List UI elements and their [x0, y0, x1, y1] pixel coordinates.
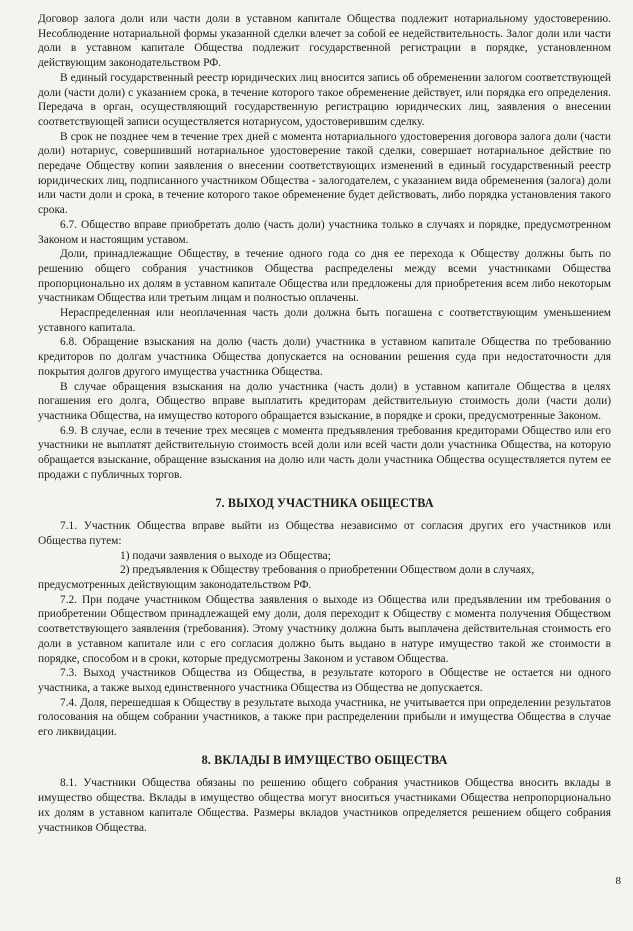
paragraph-7-1: 7.1. Участник Общества вправе выйти из Общества независимо от согласия других его участников или Общества путем:	[38, 520, 611, 547]
paragraph-unallocated-share: Нераспределенная или неоплаченная часть доли должна быть погашена с соответствующим уменьшением уставного капитала.	[38, 307, 611, 334]
paragraph-foreclosure: В случае обращения взыскания на долю участника (часть доли) в уставном капитале Общества в целях погашения его долга, Общество вправе выплатить кредиторам действительную стоимость доли (части доли) участника Общества, на имущество которого обращается взыскание, в порядке и сроки, предусмотренные Законом.	[38, 380, 611, 422]
paragraph-6-9: 6.9. В случае, если в течение трех месяцев с момента предъявления требования кредиторами Общество или его участники не выплатят действительную стоимость всей доли или всей части доли участника Общества, на которую обращается взыскание, обращение взыскания на долю или часть доли участника Общества осуществляется путем ее продажи с публичных торгов.	[38, 424, 611, 481]
list-item-2-continuation: предусмотренных действующим законодательством РФ.	[38, 579, 312, 592]
document-body	[38, 12, 611, 835]
paragraph-registry-record: В единый государственный реестр юридических лиц вносится запись об обременении залогом соответствующей доли (части доли) с указанием срока, в течение которого такое обременение действует, или порядка его определения. Передача в орган, осуществляющий государственную регистрацию юридических лиц, заявления о внесении соответствующей записи осуществляется нотариусом, удостоверившим сделку.	[38, 71, 611, 128]
paragraph-7-4: 7.4. Доля, перешедшая к Обществу в результате выхода участника, не учитывается при определении результатов голосования на общем собрании участников, а также при распределении прибыли и имущества Общества в случае его ликвидации.	[38, 696, 611, 739]
paragraph-shares-distribution: Доли, принадлежащие Обществу, в течение одного года со дня ее перехода к Обществу должны быть по решению общего собрания участников Общества распределены между всеми участниками Общества пропорционально их долям в уставном капитале Общества или предложены для приобретения всем либо некоторым участникам Общества или третьим лицам и полностью оплачены.	[38, 248, 611, 305]
paragraph-pledge-notarization: Договор залога доли или части доли в уставном капитале Общества подлежит нотариальному удостоверению. Несоблюдение нотариальной формы указанной сделки влечет за собой ее недействительность. Залог доли или части доли в уставном капитале Общества подлежит государственной регистрации в порядке, установленном действующим законодательством РФ.	[38, 13, 611, 70]
paragraph-8-1: 8.1. Участники Общества обязаны по решению общего собрания участников Общества вносить вклады в имущество общества. Вклады в имущество общества могут вноситься участниками Общества непропорционально их долям в уставном капитале Общества. Размеры вкладов участников определяется решением общего собрания участников Общества.	[38, 777, 611, 834]
paragraph-6-7: 6.7. Общество вправе приобретать долю (часть доли) участника только в случаях и порядке, предусмотренном Законом и настоящим уставом.	[38, 218, 611, 246]
paragraph-7-3: 7.3. Выход участников Общества из Общества, в результате которого в Обществе не остается ни одного участника, а также выход единственного участника Общества из Общества не допускается.	[38, 667, 611, 694]
list-item-1: 1) подачи заявления о выходе из Общества;	[120, 549, 331, 562]
page-number: 8	[615, 875, 621, 887]
paragraph-6-8: 6.8. Обращение взыскания на долю (часть доли) участника в уставном капитале Общества по требованию кредиторов по долгам участника Общества допускается на основании решения суда при недостаточности для покрытия долгов другого имущества участника Общества.	[38, 336, 611, 378]
section-8-heading: 8. ВКЛАДЫ В ИМУЩЕСТВО ОБЩЕСТВА	[201, 752, 448, 767]
list-item-2: 2) предъявления к Обществу требования о приобретении Обществом доли в случаях,	[120, 564, 535, 577]
section-7-heading: 7. ВЫХОД УЧАСТНИКА ОБЩЕСТВА	[215, 495, 434, 510]
paragraph-notary-deadline: В срок не позднее чем в течение трех дней с момента нотариального удостоверения договора залога доли (части доли) нотариус, совершивший нотариальное удостоверение такой сделки, совершает нотариальное действие по передаче Обществу копии заявления о внесении соответствующих изменений в единый государственный реестр юридических лиц, подписанного участником Общества - залогодателем, с указанием вида обременения (залога) доли или части доли и срока, в течение которого такое обременение будет действовать, либо порядка установления такого срока.	[38, 130, 611, 217]
paragraph-7-2: 7.2. При подаче участником Общества заявления о выходе из Общества или предъявлении им требования о приобретении Обществом принадлежащей ему доли, доля переходит к Обществу с момента получения Обществом соответствующего заявления (требования). Этому участнику должна быть выплачена действительная стоимость его доли в уставном капитале или с его согласия должно быть выдано в натуре имущество такой же стоимости в порядке, способом и в сроки, которые предусмотрены Законом и уставом Общества.	[38, 593, 611, 665]
